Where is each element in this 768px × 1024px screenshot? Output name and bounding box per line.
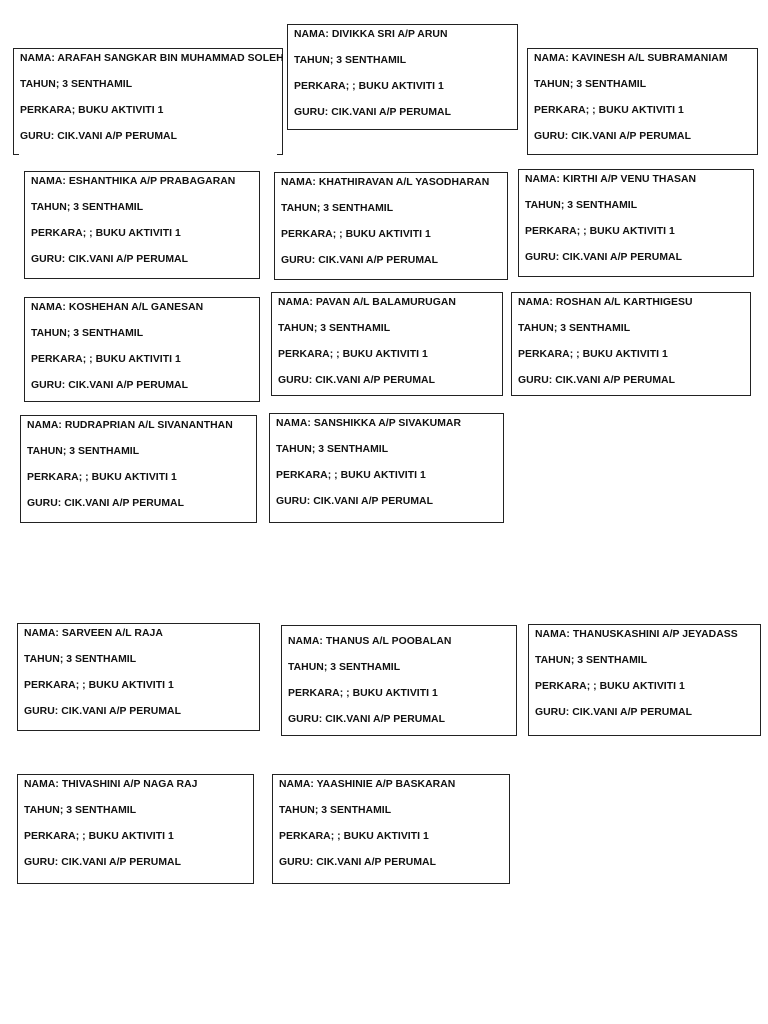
guru-line: GURU: CIK.VANI A/P PERUMAL	[281, 255, 438, 266]
guru-line: GURU: CIK.VANI A/P PERUMAL	[20, 131, 177, 142]
perkara-line: PERKARA; ; BUKU AKTIVITI 1	[276, 470, 426, 481]
nama-line: NAMA: RUDRAPRIAN A/L SIVANANTHAN	[27, 420, 233, 431]
guru-line: GURU: CIK.VANI A/P PERUMAL	[288, 714, 445, 725]
tahun-line: TAHUN; 3 SENTHAMIL	[278, 323, 391, 334]
perkara-line: PERKARA; ; BUKU AKTIVITI 1	[31, 228, 181, 239]
tahun-line: TAHUN; 3 SENTHAMIL	[24, 654, 137, 665]
nama-line: NAMA: SANSHIKKA A/P SIVAKUMAR	[276, 418, 462, 429]
perkara-line: PERKARA; ; BUKU AKTIVITI 1	[24, 680, 174, 691]
name-label-card	[528, 624, 761, 736]
nama-line: NAMA: ARAFAH SANGKAR BIN MUHAMMAD SOLEH	[20, 53, 284, 64]
name-label-card	[511, 292, 751, 396]
nama-line: NAMA: PAVAN A/L BALAMURUGAN	[278, 297, 456, 308]
name-label-card	[527, 48, 758, 155]
nama-line: NAMA: YAASHINIE A/P BASKARAN	[279, 779, 456, 790]
nama-line: NAMA: KHATHIRAVAN A/L YASODHARAN	[281, 177, 490, 188]
guru-line: GURU: CIK.VANI A/P PERUMAL	[31, 380, 188, 391]
tahun-line: TAHUN; 3 SENTHAMIL	[24, 805, 137, 816]
name-label-card	[24, 171, 260, 279]
perkara-line: PERKARA; ; BUKU AKTIVITI 1	[288, 688, 438, 699]
nama-line: NAMA: KOSHEHAN A/L GANESAN	[31, 302, 204, 313]
guru-line: GURU: CIK.VANI A/P PERUMAL	[31, 254, 188, 265]
perkara-line: PERKARA; ; BUKU AKTIVITI 1	[31, 354, 181, 365]
name-label-card	[20, 415, 257, 523]
tahun-line: TAHUN; 3 SENTHAMIL	[20, 79, 133, 90]
guru-line: GURU: CIK.VANI A/P PERUMAL	[279, 857, 436, 868]
name-label-card	[24, 297, 260, 402]
nama-line: NAMA: KIRTHI A/P VENU THASAN	[525, 174, 697, 185]
nama-line: NAMA: ESHANTHIKA A/P PRABAGARAN	[31, 176, 236, 187]
guru-line: GURU: CIK.VANI A/P PERUMAL	[276, 496, 433, 507]
nama-line: NAMA: THIVASHINI A/P NAGA RAJ	[24, 779, 198, 790]
perkara-line: PERKARA; BUKU AKTIVITI 1	[20, 105, 164, 116]
tahun-line: TAHUN; 3 SENTHAMIL	[279, 805, 392, 816]
nama-line: NAMA: ROSHAN A/L KARTHIGESU	[518, 297, 693, 308]
perkara-line: PERKARA; ; BUKU AKTIVITI 1	[525, 226, 675, 237]
guru-line: GURU: CIK.VANI A/P PERUMAL	[294, 107, 451, 118]
name-label-card	[274, 172, 508, 280]
name-label-card	[13, 48, 283, 155]
perkara-line: PERKARA; ; BUKU AKTIVITI 1	[278, 349, 428, 360]
guru-line: GURU: CIK.VANI A/P PERUMAL	[278, 375, 435, 386]
tahun-line: TAHUN; 3 SENTHAMIL	[27, 446, 140, 457]
nama-line: NAMA: KAVINESH A/L SUBRAMANIAM	[534, 53, 728, 64]
name-label-card	[271, 292, 503, 396]
nama-line: NAMA: THANUSKASHINI A/P JEYADASS	[535, 629, 738, 640]
name-label-card	[272, 774, 510, 884]
guru-line: GURU: CIK.VANI A/P PERUMAL	[24, 857, 181, 868]
tahun-line: TAHUN; 3 SENTHAMIL	[288, 662, 401, 673]
tahun-line: TAHUN; 3 SENTHAMIL	[518, 323, 631, 334]
guru-line: GURU: CIK.VANI A/P PERUMAL	[24, 706, 181, 717]
perkara-line: PERKARA; ; BUKU AKTIVITI 1	[518, 349, 668, 360]
perkara-line: PERKARA; ; BUKU AKTIVITI 1	[294, 81, 444, 92]
name-label-card	[518, 169, 754, 277]
guru-line: GURU: CIK.VANI A/P PERUMAL	[27, 498, 184, 509]
name-label-card	[17, 623, 260, 731]
perkara-line: PERKARA; ; BUKU AKTIVITI 1	[535, 681, 685, 692]
tahun-line: TAHUN; 3 SENTHAMIL	[525, 200, 638, 211]
name-label-card	[269, 413, 504, 523]
tahun-line: TAHUN; 3 SENTHAMIL	[535, 655, 648, 666]
guru-line: GURU: CIK.VANI A/P PERUMAL	[534, 131, 691, 142]
name-label-card	[17, 774, 254, 884]
perkara-line: PERKARA; ; BUKU AKTIVITI 1	[279, 831, 429, 842]
perkara-line: PERKARA; ; BUKU AKTIVITI 1	[24, 831, 174, 842]
nama-line: NAMA: THANUS A/L POOBALAN	[288, 636, 452, 647]
perkara-line: PERKARA; ; BUKU AKTIVITI 1	[281, 229, 431, 240]
name-label-card	[281, 625, 517, 736]
guru-line: GURU: CIK.VANI A/P PERUMAL	[535, 707, 692, 718]
nama-line: NAMA: DIVIKKA SRI A/P ARUN	[294, 29, 448, 40]
tahun-line: TAHUN; 3 SENTHAMIL	[294, 55, 407, 66]
tahun-line: TAHUN; 3 SENTHAMIL	[31, 202, 144, 213]
tahun-line: TAHUN; 3 SENTHAMIL	[276, 444, 389, 455]
guru-line: GURU: CIK.VANI A/P PERUMAL	[525, 252, 682, 263]
nama-line: NAMA: SARVEEN A/L RAJA	[24, 628, 163, 639]
name-label-card	[287, 24, 518, 130]
guru-line: GURU: CIK.VANI A/P PERUMAL	[518, 375, 675, 386]
tahun-line: TAHUN; 3 SENTHAMIL	[31, 328, 144, 339]
perkara-line: PERKARA; ; BUKU AKTIVITI 1	[27, 472, 177, 483]
tahun-line: TAHUN; 3 SENTHAMIL	[534, 79, 647, 90]
perkara-line: PERKARA; ; BUKU AKTIVITI 1	[534, 105, 684, 116]
tahun-line: TAHUN; 3 SENTHAMIL	[281, 203, 394, 214]
